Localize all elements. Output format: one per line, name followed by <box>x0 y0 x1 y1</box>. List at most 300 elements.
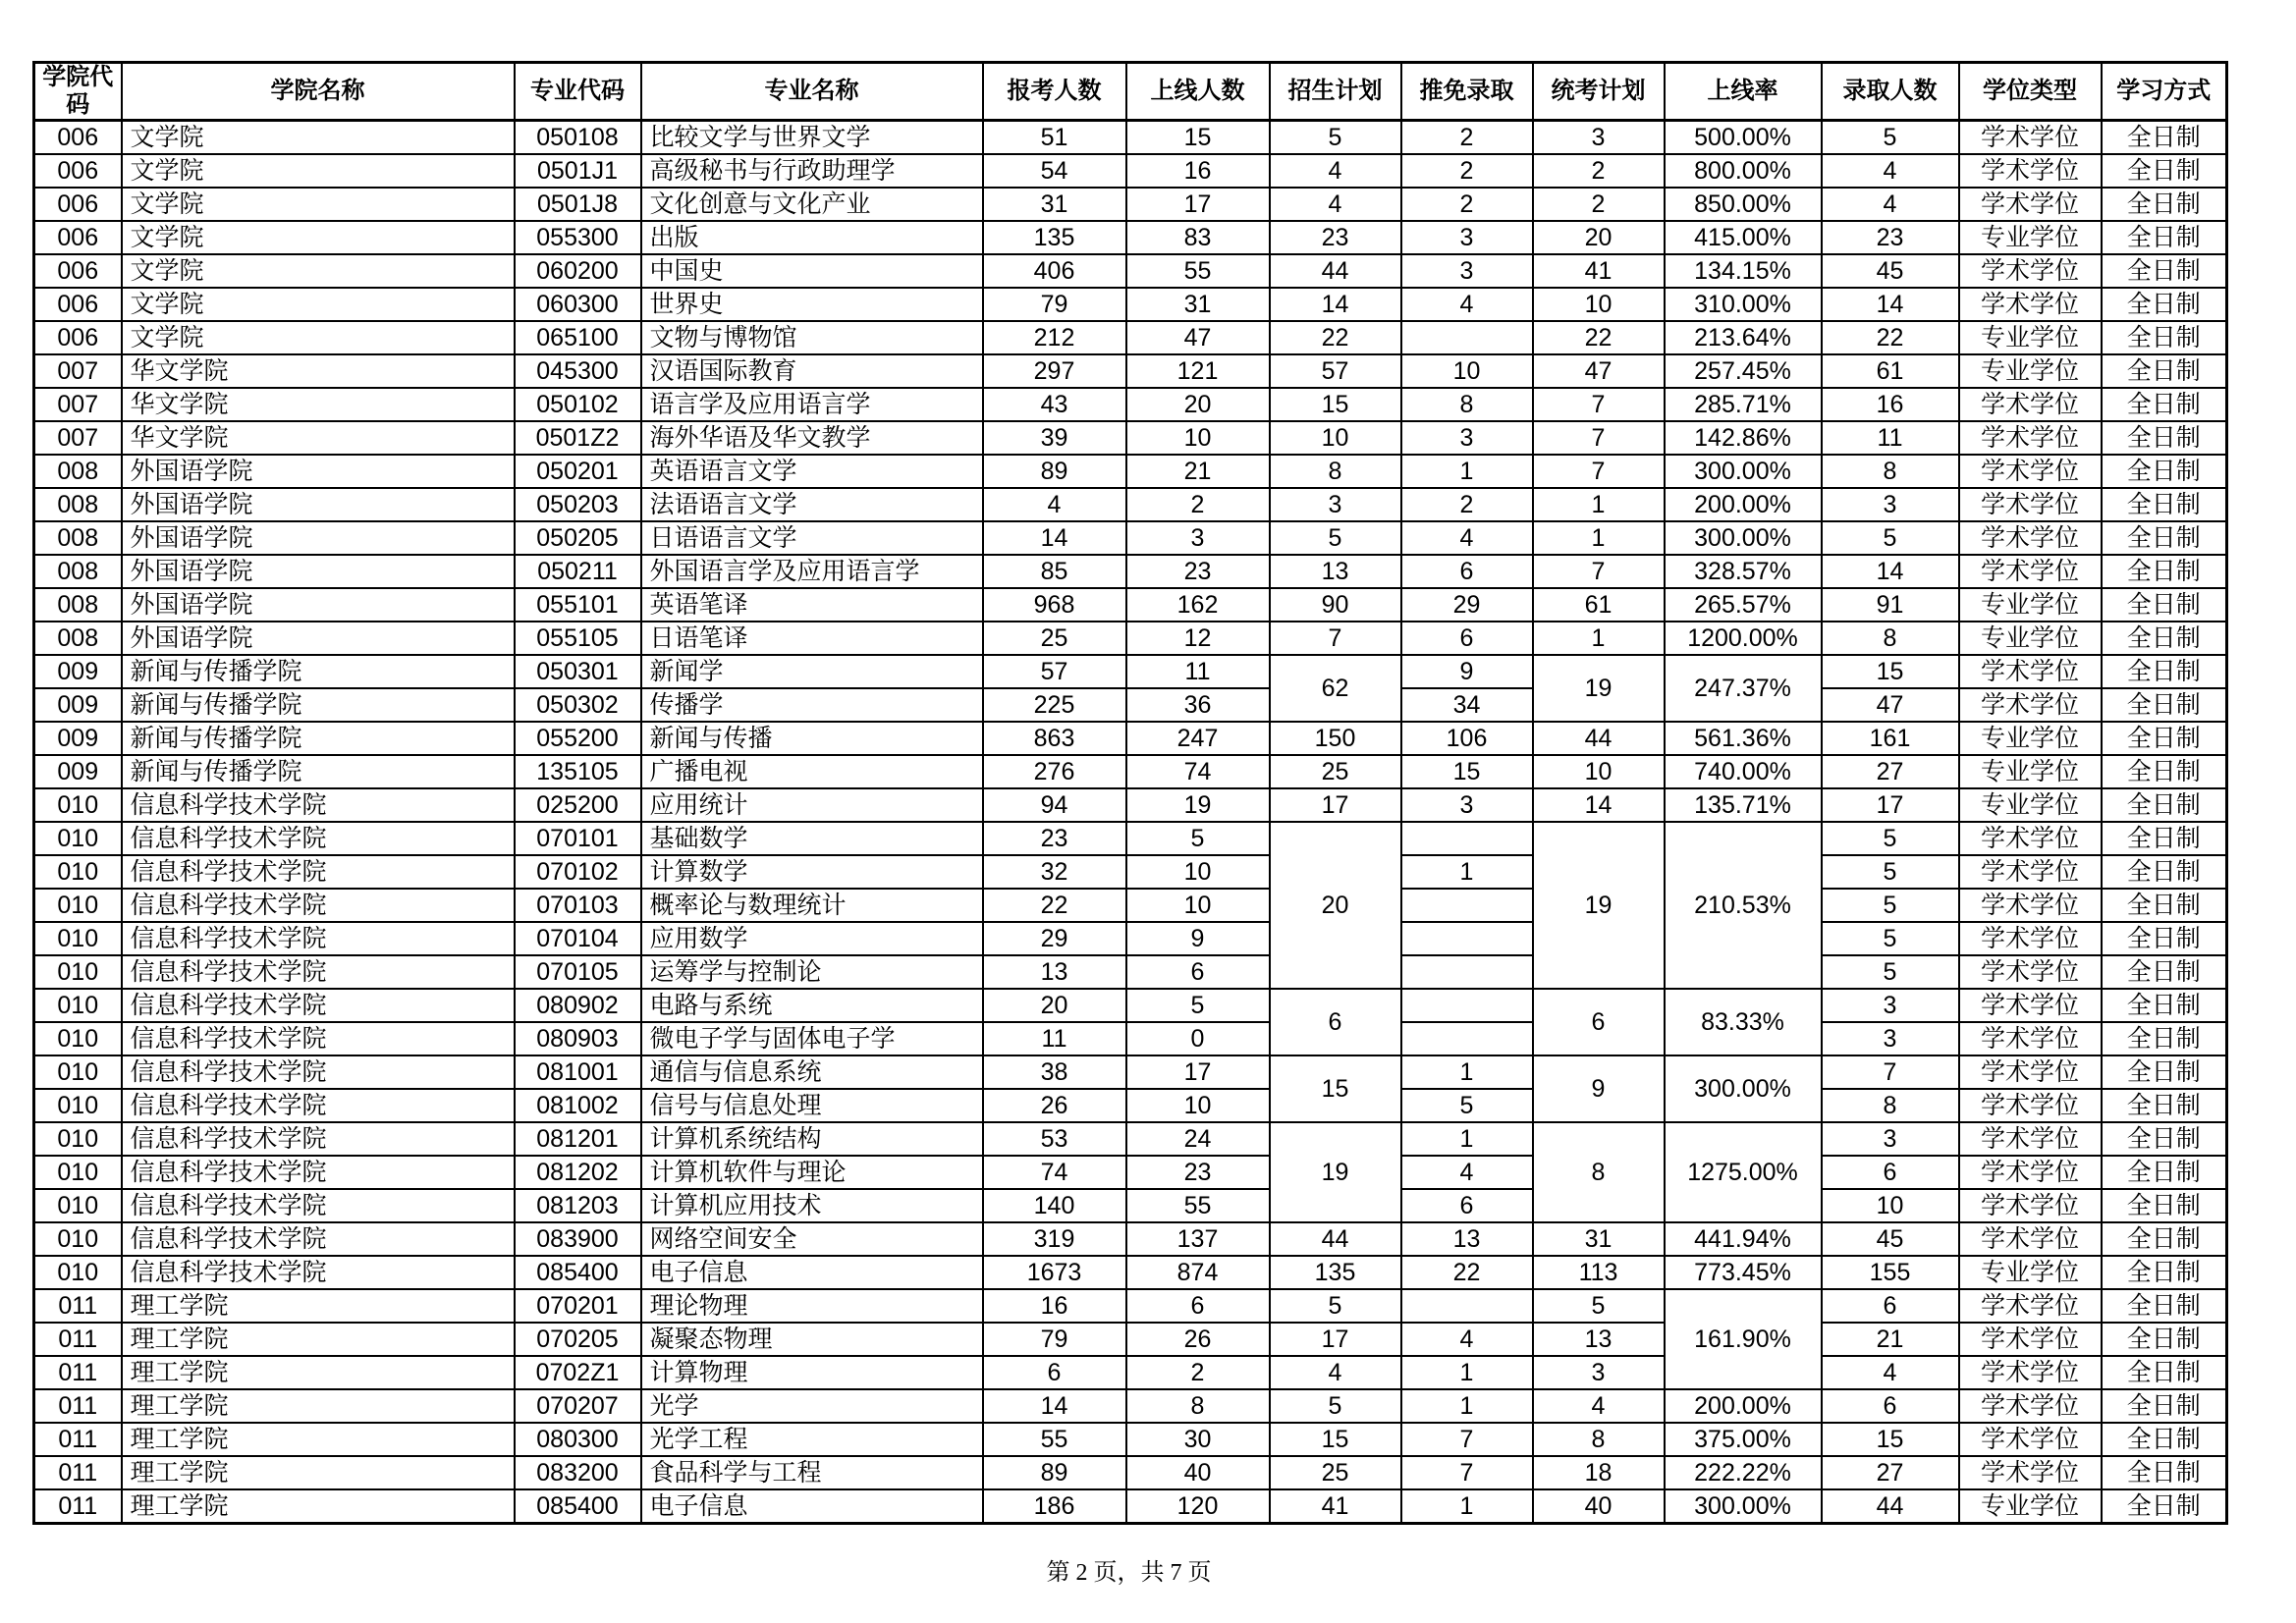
cell: 94 <box>983 788 1126 822</box>
cell: 外国语学院 <box>122 521 515 555</box>
cell: 19 <box>1533 822 1665 989</box>
cell: 高级秘书与行政助理学 <box>641 154 983 188</box>
table-row <box>34 922 2227 955</box>
cell: 121 <box>1126 354 1270 388</box>
cell: 25 <box>1270 755 1401 788</box>
cell: 学术学位 <box>1959 1423 2102 1456</box>
cell: 华文学院 <box>122 421 515 455</box>
cell: 26 <box>983 1089 1126 1122</box>
cell: 全日制 <box>2102 955 2227 989</box>
cell: 学术学位 <box>1959 1389 2102 1423</box>
cell: 006 <box>34 188 122 221</box>
cell: 全日制 <box>2102 989 2227 1022</box>
cell: 新闻与传播学院 <box>122 755 515 788</box>
cell: 57 <box>1270 354 1401 388</box>
cell: 14 <box>983 521 1126 555</box>
cell: 全日制 <box>2102 421 2227 455</box>
cell: 学术学位 <box>1959 1289 2102 1323</box>
cell: 006 <box>34 221 122 254</box>
cell: 全日制 <box>2102 788 2227 822</box>
cell: 学术学位 <box>1959 922 2102 955</box>
cell: 广播电视 <box>641 755 983 788</box>
table-row <box>34 154 2227 188</box>
cell: 全日制 <box>2102 254 2227 288</box>
cell: 3 <box>1126 521 1270 555</box>
cell: 22 <box>1533 321 1665 354</box>
cell: 20 <box>1533 221 1665 254</box>
cell: 20 <box>983 989 1126 1022</box>
cell: 010 <box>34 955 122 989</box>
cell: 信号与信息处理 <box>641 1089 983 1122</box>
cell: 12 <box>1126 622 1270 655</box>
cell: 010 <box>34 1055 122 1089</box>
cell <box>1401 922 1533 955</box>
cell: 968 <box>983 588 1126 622</box>
table-row <box>34 188 2227 221</box>
cell: 10 <box>1533 755 1665 788</box>
cell: 19 <box>1270 1122 1401 1222</box>
cell: 22 <box>1270 321 1401 354</box>
cell: 4 <box>1401 1323 1533 1356</box>
table-row <box>34 688 2227 722</box>
cell: 080902 <box>515 989 641 1022</box>
table-row <box>34 221 2227 254</box>
cell: 中国史 <box>641 254 983 288</box>
table-row <box>34 555 2227 588</box>
cell: 070207 <box>515 1389 641 1423</box>
cell: 222.22% <box>1665 1456 1822 1489</box>
cell: 6 <box>1822 1156 1959 1189</box>
cell: 17 <box>1270 788 1401 822</box>
cell: 13 <box>983 955 1126 989</box>
cell: 5 <box>1270 1289 1401 1323</box>
cell: 081001 <box>515 1055 641 1089</box>
cell: 79 <box>983 288 1126 321</box>
table-row <box>34 1055 2227 1089</box>
cell: 6 <box>983 1356 1126 1389</box>
cell: 14 <box>983 1389 1126 1423</box>
cell: 10 <box>1126 855 1270 889</box>
cell: 011 <box>34 1323 122 1356</box>
cell: 15 <box>1822 655 1959 688</box>
cell: 华文学院 <box>122 354 515 388</box>
cell: 61 <box>1822 354 1959 388</box>
cell: 微电子学与固体电子学 <box>641 1022 983 1055</box>
cell: 29 <box>983 922 1126 955</box>
cell: 41 <box>1270 1489 1401 1524</box>
table-row <box>34 588 2227 622</box>
cell: 050205 <box>515 521 641 555</box>
cell: 31 <box>1126 288 1270 321</box>
cell: 3 <box>1270 488 1401 521</box>
cell: 新闻与传播学院 <box>122 722 515 755</box>
cell: 055300 <box>515 221 641 254</box>
cell: 010 <box>34 889 122 922</box>
table-row <box>34 722 2227 755</box>
cell: 081201 <box>515 1122 641 1156</box>
cell: 060200 <box>515 254 641 288</box>
column-header: 招生计划 <box>1270 63 1401 121</box>
cell: 信息科学技术学院 <box>122 989 515 1022</box>
cell: 0501Z2 <box>515 421 641 455</box>
cell: 4 <box>1270 154 1401 188</box>
cell: 学术学位 <box>1959 655 2102 688</box>
column-header: 统考计划 <box>1533 63 1665 121</box>
cell: 学术学位 <box>1959 288 2102 321</box>
cell: 10 <box>1822 1189 1959 1222</box>
cell: 信息科学技术学院 <box>122 1189 515 1222</box>
cell: 050211 <box>515 555 641 588</box>
cell: 44 <box>1822 1489 1959 1524</box>
cell: 2 <box>1126 1356 1270 1389</box>
table-row <box>34 655 2227 688</box>
cell: 全日制 <box>2102 1356 2227 1389</box>
cell: 161 <box>1822 722 1959 755</box>
cell: 3 <box>1533 1356 1665 1389</box>
cell: 学术学位 <box>1959 1089 2102 1122</box>
cell: 学术学位 <box>1959 188 2102 221</box>
cell: 285.71% <box>1665 388 1822 421</box>
cell: 22 <box>1822 321 1959 354</box>
cell: 011 <box>34 1489 122 1524</box>
cell: 学术学位 <box>1959 455 2102 488</box>
cell: 57 <box>983 655 1126 688</box>
cell: 85 <box>983 555 1126 588</box>
cell: 3 <box>1822 1122 1959 1156</box>
cell: 3 <box>1401 254 1533 288</box>
cell: 74 <box>1126 755 1270 788</box>
cell: 5 <box>1822 855 1959 889</box>
column-header: 上线人数 <box>1126 63 1270 121</box>
cell: 全日制 <box>2102 1055 2227 1089</box>
table-row <box>34 1222 2227 1256</box>
cell: 学术学位 <box>1959 955 2102 989</box>
cell: 085400 <box>515 1489 641 1524</box>
cell: 210.53% <box>1665 822 1822 989</box>
cell: 006 <box>34 254 122 288</box>
cell: 14 <box>1822 288 1959 321</box>
cell: 27 <box>1822 755 1959 788</box>
table-row <box>34 521 2227 555</box>
cell: 4 <box>1401 1156 1533 1189</box>
cell: 7 <box>1270 622 1401 655</box>
cell: 150 <box>1270 722 1401 755</box>
cell: 6 <box>1401 555 1533 588</box>
cell: 25 <box>983 622 1126 655</box>
cell: 300.00% <box>1665 455 1822 488</box>
cell: 310.00% <box>1665 288 1822 321</box>
cell: 26 <box>1126 1323 1270 1356</box>
cell: 7 <box>1533 455 1665 488</box>
cell: 全日制 <box>2102 388 2227 421</box>
cell: 18 <box>1533 1456 1665 1489</box>
cell: 15 <box>1270 388 1401 421</box>
cell: 3 <box>1401 421 1533 455</box>
cell: 247 <box>1126 722 1270 755</box>
cell: 135 <box>983 221 1126 254</box>
cell: 英语语言文学 <box>641 455 983 488</box>
cell: 6 <box>1270 989 1401 1055</box>
column-header: 学习方式 <box>2102 63 2227 121</box>
table-row <box>34 121 2227 155</box>
cell: 理工学院 <box>122 1456 515 1489</box>
column-header: 学院名称 <box>122 63 515 121</box>
cell: 信息科学技术学院 <box>122 822 515 855</box>
cell: 2 <box>1533 188 1665 221</box>
table-row <box>34 1256 2227 1289</box>
cell: 90 <box>1270 588 1401 622</box>
cell: 16 <box>1126 154 1270 188</box>
cell: 全日制 <box>2102 555 2227 588</box>
cell: 学术学位 <box>1959 1022 2102 1055</box>
cell: 信息科学技术学院 <box>122 788 515 822</box>
cell: 300.00% <box>1665 1055 1822 1122</box>
cell: 19 <box>1126 788 1270 822</box>
cell: 文学院 <box>122 188 515 221</box>
cell: 2 <box>1401 488 1533 521</box>
cell: 专业学位 <box>1959 755 2102 788</box>
cell: 14 <box>1533 788 1665 822</box>
cell: 257.45% <box>1665 354 1822 388</box>
cell: 083900 <box>515 1222 641 1256</box>
cell: 55 <box>1126 1189 1270 1222</box>
table-row <box>34 1489 2227 1524</box>
cell: 计算机软件与理论 <box>641 1156 983 1189</box>
cell: 全日制 <box>2102 855 2227 889</box>
cell: 计算物理 <box>641 1356 983 1389</box>
cell: 2 <box>1533 154 1665 188</box>
cell: 21 <box>1126 455 1270 488</box>
cell: 011 <box>34 1456 122 1489</box>
cell: 009 <box>34 688 122 722</box>
cell: 9 <box>1126 922 1270 955</box>
cell: 全日制 <box>2102 1089 2227 1122</box>
cell: 6 <box>1126 1289 1270 1323</box>
cell: 4 <box>983 488 1126 521</box>
cell: 理工学院 <box>122 1423 515 1456</box>
cell: 23 <box>983 822 1126 855</box>
cell: 7 <box>1533 555 1665 588</box>
cell: 英语笔译 <box>641 588 983 622</box>
cell: 13 <box>1401 1222 1533 1256</box>
cell: 信息科学技术学院 <box>122 889 515 922</box>
cell: 专业学位 <box>1959 588 2102 622</box>
cell: 265.57% <box>1665 588 1822 622</box>
cell: 25 <box>1270 1456 1401 1489</box>
cell: 47 <box>1822 688 1959 722</box>
cell: 55 <box>1126 254 1270 288</box>
cell: 3 <box>1822 989 1959 1022</box>
cell: 理工学院 <box>122 1289 515 1323</box>
cell <box>1401 321 1533 354</box>
cell: 070104 <box>515 922 641 955</box>
cell: 外国语言学及应用语言学 <box>641 555 983 588</box>
cell: 20 <box>1126 388 1270 421</box>
cell: 135 <box>1270 1256 1401 1289</box>
cell: 080300 <box>515 1423 641 1456</box>
cell: 135.71% <box>1665 788 1822 822</box>
cell: 29 <box>1401 588 1533 622</box>
cell: 信息科学技术学院 <box>122 922 515 955</box>
cell: 7 <box>1533 388 1665 421</box>
cell: 学术学位 <box>1959 154 2102 188</box>
cell: 语言学及应用语言学 <box>641 388 983 421</box>
cell: 8 <box>1533 1122 1665 1222</box>
cell: 010 <box>34 1189 122 1222</box>
cell: 15 <box>1270 1055 1401 1122</box>
cell: 41 <box>1533 254 1665 288</box>
table-row <box>34 388 2227 421</box>
cell: 0702Z1 <box>515 1356 641 1389</box>
cell: 学术学位 <box>1959 254 2102 288</box>
cell: 13 <box>1533 1323 1665 1356</box>
cell: 6 <box>1126 955 1270 989</box>
cell: 1 <box>1401 1489 1533 1524</box>
cell: 传播学 <box>641 688 983 722</box>
cell: 441.94% <box>1665 1222 1822 1256</box>
cell: 161.90% <box>1665 1289 1822 1389</box>
cell: 51 <box>983 121 1126 155</box>
cell: 全日制 <box>2102 188 2227 221</box>
cell: 010 <box>34 788 122 822</box>
cell: 055105 <box>515 622 641 655</box>
cell: 全日制 <box>2102 154 2227 188</box>
cell: 297 <box>983 354 1126 388</box>
cell: 20 <box>1270 822 1401 989</box>
cell: 14 <box>1270 288 1401 321</box>
cell: 学术学位 <box>1959 1156 2102 1189</box>
cell: 13 <box>1270 555 1401 588</box>
column-header: 专业代码 <box>515 63 641 121</box>
cell: 276 <box>983 755 1126 788</box>
cell: 5 <box>1270 1389 1401 1423</box>
cell: 计算机系统结构 <box>641 1122 983 1156</box>
cell: 信息科学技术学院 <box>122 1222 515 1256</box>
cell: 4 <box>1822 1356 1959 1389</box>
cell: 10 <box>1401 354 1533 388</box>
cell: 专业学位 <box>1959 321 2102 354</box>
cell: 专业学位 <box>1959 788 2102 822</box>
cell: 863 <box>983 722 1126 755</box>
column-header: 报考人数 <box>983 63 1126 121</box>
cell: 3 <box>1533 121 1665 155</box>
cell: 055101 <box>515 588 641 622</box>
cell: 225 <box>983 688 1126 722</box>
cell: 外国语学院 <box>122 555 515 588</box>
cell: 10 <box>1270 421 1401 455</box>
cell: 7 <box>1401 1456 1533 1489</box>
cell: 专业学位 <box>1959 622 2102 655</box>
cell: 全日制 <box>2102 755 2227 788</box>
cell: 070103 <box>515 889 641 922</box>
cell: 理论物理 <box>641 1289 983 1323</box>
cell: 学术学位 <box>1959 822 2102 855</box>
table-row <box>34 1389 2227 1423</box>
cell: 信息科学技术学院 <box>122 1089 515 1122</box>
table-row <box>34 955 2227 989</box>
admissions-table <box>32 61 2228 1525</box>
table-row <box>34 421 2227 455</box>
cell: 5 <box>1533 1289 1665 1323</box>
cell: 89 <box>983 455 1126 488</box>
cell: 1 <box>1533 622 1665 655</box>
cell: 91 <box>1822 588 1959 622</box>
cell: 法语语言文学 <box>641 488 983 521</box>
table-row <box>34 288 2227 321</box>
cell: 2 <box>1401 154 1533 188</box>
cell: 120 <box>1126 1489 1270 1524</box>
cell: 38 <box>983 1055 1126 1089</box>
cell: 050302 <box>515 688 641 722</box>
cell: 全日制 <box>2102 688 2227 722</box>
cell: 008 <box>34 488 122 521</box>
cell: 36 <box>1126 688 1270 722</box>
cell: 全日制 <box>2102 822 2227 855</box>
cell: 全日制 <box>2102 455 2227 488</box>
cell: 010 <box>34 1122 122 1156</box>
cell: 学术学位 <box>1959 1323 2102 1356</box>
cell: 135105 <box>515 755 641 788</box>
cell: 全日制 <box>2102 1156 2227 1189</box>
cell: 8 <box>1822 1089 1959 1122</box>
table-row <box>34 1356 2227 1389</box>
cell: 137 <box>1126 1222 1270 1256</box>
cell: 83 <box>1126 221 1270 254</box>
cell: 081203 <box>515 1189 641 1222</box>
cell: 006 <box>34 121 122 155</box>
cell: 专业学位 <box>1959 221 2102 254</box>
cell: 16 <box>983 1289 1126 1323</box>
cell: 信息科学技术学院 <box>122 1122 515 1156</box>
cell: 电子信息 <box>641 1256 983 1289</box>
cell: 0501J8 <box>515 188 641 221</box>
cell: 学术学位 <box>1959 989 2102 1022</box>
cell: 39 <box>983 421 1126 455</box>
cell: 1275.00% <box>1665 1122 1822 1222</box>
cell: 3 <box>1822 488 1959 521</box>
cell: 8 <box>1126 1389 1270 1423</box>
cell: 全日制 <box>2102 1189 2227 1222</box>
cell: 009 <box>34 755 122 788</box>
cell: 文物与博物馆 <box>641 321 983 354</box>
cell: 信息科学技术学院 <box>122 955 515 989</box>
cell: 全日制 <box>2102 288 2227 321</box>
cell: 850.00% <box>1665 188 1822 221</box>
cell: 22 <box>983 889 1126 922</box>
cell: 106 <box>1401 722 1533 755</box>
cell: 0501J1 <box>515 154 641 188</box>
cell: 113 <box>1533 1256 1665 1289</box>
cell: 全日制 <box>2102 1456 2227 1489</box>
cell: 62 <box>1270 655 1401 722</box>
cell: 文学院 <box>122 288 515 321</box>
cell: 信息科学技术学院 <box>122 1256 515 1289</box>
cell: 全日制 <box>2102 889 2227 922</box>
cell: 065100 <box>515 321 641 354</box>
cell: 6 <box>1822 1289 1959 1323</box>
cell: 出版 <box>641 221 983 254</box>
cell: 文学院 <box>122 121 515 155</box>
cell: 全日制 <box>2102 321 2227 354</box>
cell: 050108 <box>515 121 641 155</box>
cell: 4 <box>1401 521 1533 555</box>
cell: 4 <box>1533 1389 1665 1423</box>
cell: 773.45% <box>1665 1256 1822 1289</box>
cell: 17 <box>1126 1055 1270 1089</box>
cell: 15 <box>1822 1423 1959 1456</box>
cell: 理工学院 <box>122 1356 515 1389</box>
table-row <box>34 822 2227 855</box>
